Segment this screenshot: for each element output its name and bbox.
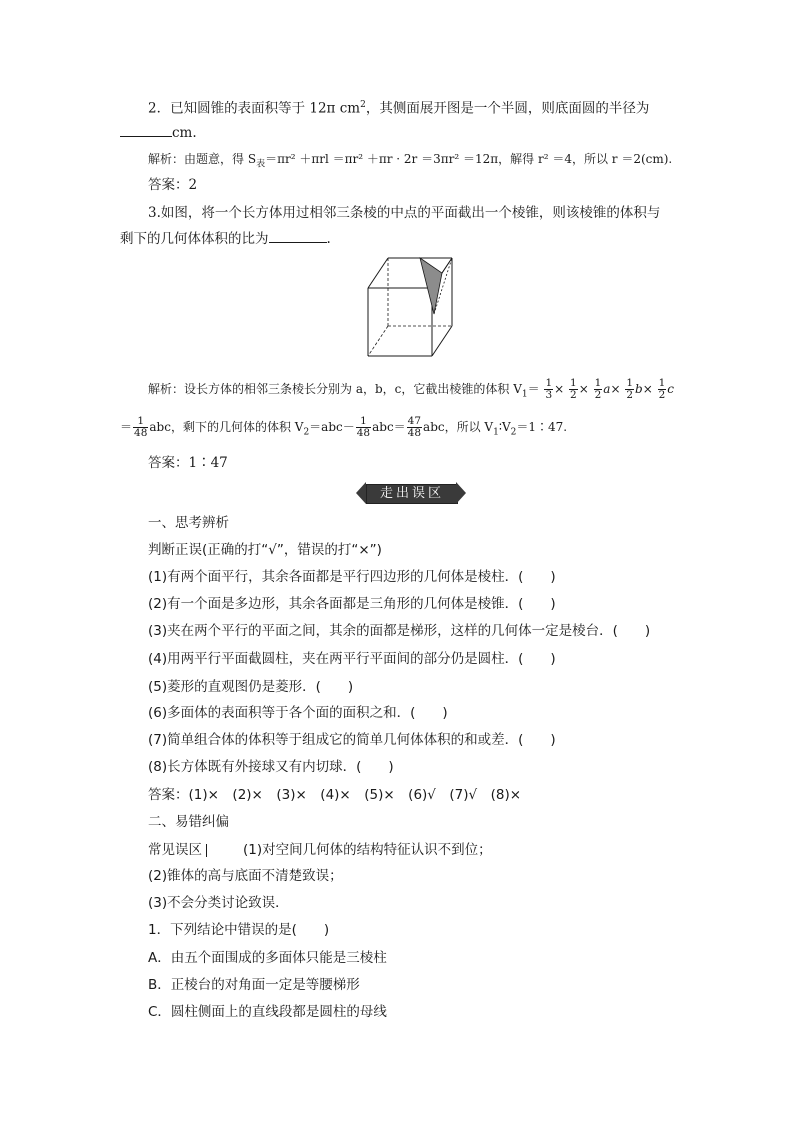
fraction-one-half: $\frac{1}{2}$ [658,377,666,401]
judge-item-4: (4)用两平行平面截圆柱，夹在两平行平面间的部分仍是圆柱．( ) [148,651,556,667]
fraction-one-half: $\frac{1}{2}$ [626,377,634,401]
q3-stem-line2: 剩下的几何体体积的比为 . [120,231,331,247]
common-mistakes-line1: 常见误区 (1)对空间几何体的结构特征认识不到位； [148,842,492,858]
q3-stem-line1: 3.如图，将一个长方体用过相邻三条棱的中点的平面截出一个棱锥，则该棱锥的体积与 [148,205,661,221]
section1-answer: 答案：(1)× (2)× (3)× (4)× (5)× (6)√ (7)√ (8)× [148,787,522,803]
common-mistake-2: (2)锥体的高与底面不清楚致误； [148,868,343,884]
fraction-one-half: $\frac{1}{2}$ [570,377,577,401]
banner-left-notch [356,482,366,504]
edge-top-left [368,258,388,288]
cuboid-figure [360,252,456,362]
option-c[interactable]: C．圆柱侧面上的直线段都是圆柱的母线 [148,1004,387,1020]
edge-bottom-right [432,326,452,356]
q2-solution: 解析：由题意，得 $S_表=\pi r^2 +\pi rl =\pi r^2 +\pi r \cdot 2r =3\pi r^2 =12\pi$，解得 r² ＝4，所以 r ＝2(cm). [148,152,673,170]
q2-stem-line1: 2．已知圆锥的表面积等于 12π $cm^2$，其侧面展开图是一个半圆，则底面圆的半径为 [148,100,650,117]
banner-label: 走出误区 [366,484,458,504]
cut-pyramid-face [420,258,442,314]
fraction-one-48th: $\frac{1}{48}$ [134,415,148,439]
fraction-one-half: $\frac{1}{2}$ [594,377,602,401]
q2-answer: 答案：2 [148,177,198,193]
judge-item-2: (2)有一个面是多边形，其余各面都是三角形的几何体是棱锥．( ) [148,596,556,612]
q3-answer: 答案：1∶47 [148,455,228,471]
answer-blank[interactable] [120,124,172,137]
judge-item-3: (3)夹在两个平行的平面之间，其余的面都是梯形，这样的几何体一定是棱台．( ) [148,623,651,639]
section2-title: 二、易错纠偏 [148,814,229,830]
judge-item-8: (8)长方体既有外接球又有内切球．( ) [148,759,394,775]
banner-right-notch [456,482,466,504]
option-b[interactable]: B．正棱台的对角面一定是等腰梯形 [148,977,360,993]
common-mistake-3: (3)不会分类讨论致误． [148,895,289,911]
q1-stem: 1．下列结论中错误的是( ) [148,922,330,938]
q3-solution-line2: ＝ $\frac{1}{48}$ abc，剩下的几何体的体积 $V_2=abc-$ $\frac{1}{48}$ abc＝ $\frac{47}{48}$ abc，所以 $V_1∶V_2=1∶47$. [120,415,568,439]
q3-solution-line1: 解析：设长方体的相邻三条棱长分别为 a，b，c，它截出棱锥的体积 $V_1=$ $\frac{1}{3}$ × $\frac{1}{2}$ × $\frac{1}{2}$ a× $\frac{1}{2}$ b× $\frac{1}{2}$ c [148,377,675,401]
judge-item-6: (6)多面体的表面积等于各个面的面积之和．( ) [148,705,448,721]
section-banner [356,482,466,504]
fraction-one-third: $\frac{1}{3}$ [545,377,553,401]
hidden-edge-left [368,326,388,356]
fraction-one-48th: $\frac{1}{48}$ [356,415,371,439]
q2-stem-line2: cm. [120,124,197,142]
option-a[interactable]: A．由五个面围成的多面体只能是三棱柱 [148,950,387,966]
fraction-47-48ths: $\frac{47}{48}$ [407,415,422,439]
judge-item-1: (1)有两个面平行，其余各面都是平行四边形的几何体是棱柱．( ) [148,569,556,585]
judge-item-7: (7)简单组合体的体积等于组成它的简单几何体体积的和或差．( ) [148,732,556,748]
pyramid-edge-1 [442,258,452,273]
section1-intro: 判断正误(正确的打“√”，错误的打“×”) [148,542,382,558]
section1-title: 一、思考辨析 [148,515,229,531]
brace-divider [206,844,243,857]
judge-item-5: (5)菱形的直观图仍是菱形．( ) [148,679,354,695]
answer-blank[interactable] [269,230,327,243]
